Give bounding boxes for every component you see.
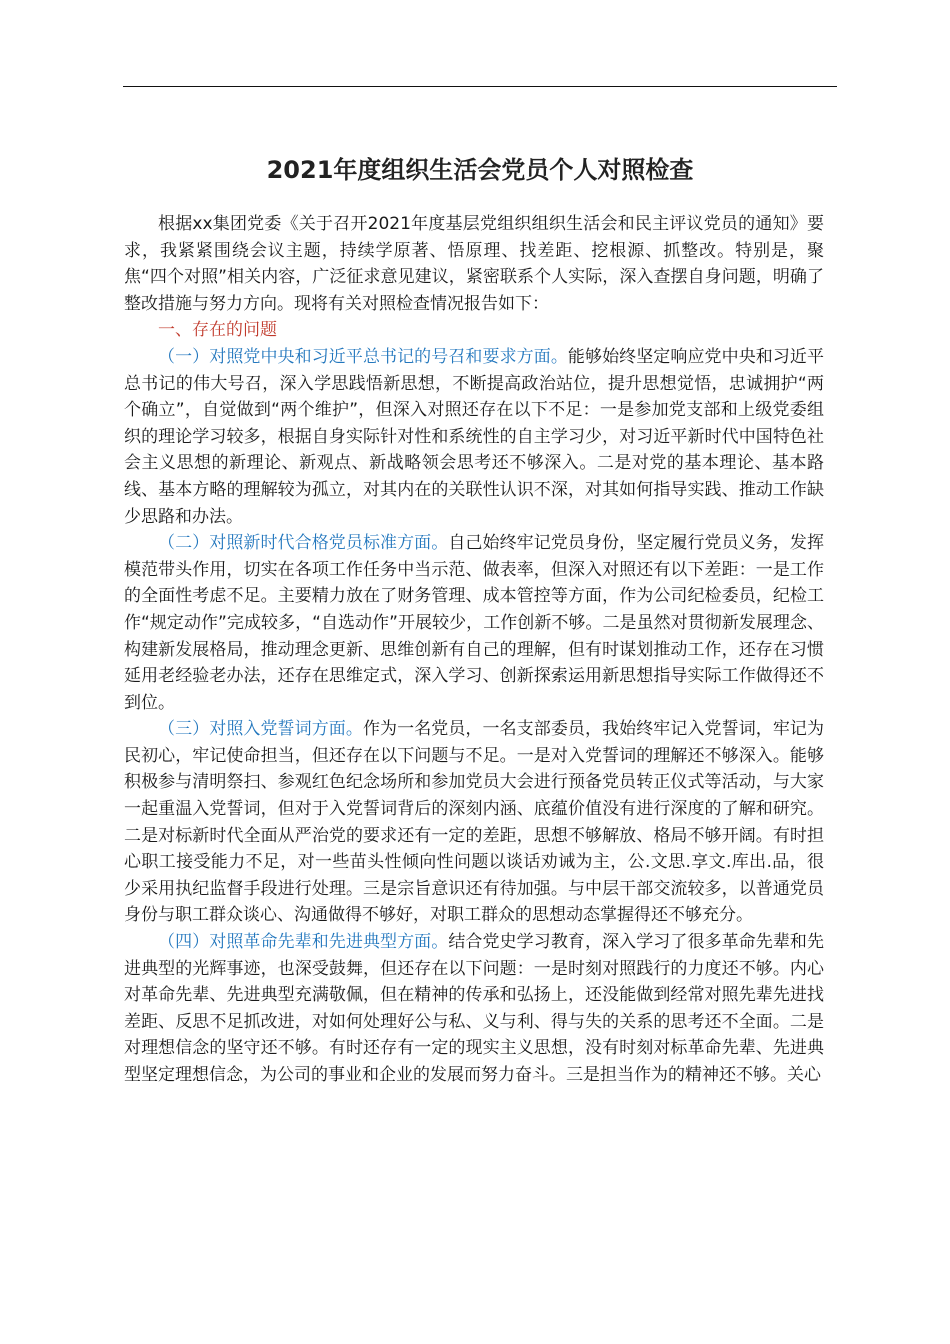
item-heading: （二）对照新时代合格党员标准方面。 <box>158 533 449 554</box>
section-heading-text: 一、存在的问题 <box>158 320 277 341</box>
item-text: 能够始终坚定响应党中央和习近平总书记的伟大号召，深入学思践悟新思想，不断提高政治站位，提升思想觉悟，忠诚拥护“两个确立”，自觉做到“两个维护”，但深入对照还存在以下不足：一是参加党支部和上级党委组织的理论学习较多，根据自身实际针对性和系统性的自主学习少，对习近平新时代中国特色社会主义思想的新理论、新观点、新战略领会思考还不够深入。二是对党的基本理论、基本路线、基本方略的理解较为孤立，对其内在的关联性认识不深，对其如何指导实践、推动工作缺少思路和办法。 <box>124 346 825 527</box>
document-title: 2021年度组织生活会党员个人对照检查 <box>266 156 694 184</box>
item-heading: （四）对照革命先辈和先进典型方面。 <box>158 932 449 953</box>
item-text: 作为一名党员，一名支部委员，我始终牢记入党誓词，牢记为民初心，牢记使命担当，但还存在以下问题与不足。一是对入党誓词的理解还不够深入。能够积极参与清明祭扫、参观红色纪念场所和参加党员大会进行预备党员转正仪式等活动，与大家一起重温入党誓词，但对于入党誓词背后的深刻内涵、底蕴价值没有进行深度的了解和研究。二是对标新时代全面从严治党的要求还有一定的差距，思想不够解放、格局不够开阔。有时担心职工接受能力不足，对一些苗头性倾向性问题以谈话劝诫为主，公.文思.享文.库出.品，很少采用执纪监督手段进行处理。三是宗旨意识还有待加强。与中层干部交流较多，以普通党员身份与职工群众谈心、沟通做得不够好，对职工群众的思想动态掌握得还不够充分。 <box>124 719 825 926</box>
item-text: 自己始终牢记党员身份，坚定履行党员义务，发挥模范带头作用，切实在各项工作任务中当示范、做表率，但深入对照还有以下差距：一是工作的全面性考虑不足。主要精力放在了财务管理、成本管控等方面，作为公司纪检委员，纪检工作“规定动作”完成较多，“自选动作”开展较少，工作创新不够。二是虽然对贯彻新发展理念、构建新发展格局，推动理念更新、思维创新有自己的理解，但有时谋划推动工作，还存在习惯延用老经验老办法，还存在思维定式，深入学习、创新探索运用新思想指导实际工作做得还不到位。 <box>124 533 825 713</box>
section-heading <box>124 317 824 344</box>
item-paragraph <box>124 530 824 716</box>
item-heading: （三）对照入党誓词方面。 <box>158 719 363 740</box>
document-body <box>124 211 824 1089</box>
header-rule <box>123 86 837 87</box>
item-paragraph <box>124 716 824 929</box>
item-paragraph <box>124 929 824 1089</box>
item-paragraph <box>124 344 824 530</box>
intro-paragraph: 根据xx集团党委《关于召开2021年度基层党组织组织生活会和民主评议党员的通知》要求，我紧紧围绕会议主题，持续学原著、悟原理、找差距、挖根源、抓整改。特别是，聚焦“四个对照”相关内容，广泛征求意见建议，紧密联系个人实际，深入查摆自身问题，明确了整改措施与努力方向。现将有关对照检查情况报告如下： <box>124 214 824 314</box>
item-text: 结合党史学习教育，深入学习了很多革命先辈和先进典型的光辉事迹，也深受鼓舞，但还存在以下问题：一是时刻对照践行的力度还不够。内心对革命先辈、先进典型充满敬佩，但在精神的传承和弘扬上，还没能做到经常对照先辈先进找差距、反思不足抓改进，对如何处理好公与私、义与利、得与失的关系的思考还不全面。二是对理想信念的坚守还不够。有时还存有一定的现实主义思想，没有时刻对标革命先辈、先进典型坚定理想信念，为公司的事业和企业的发展而努力奋斗。三是担当作为的精神还不够。关心 <box>124 932 825 1085</box>
item-heading: （一）对照党中央和习近平总书记的号召和要求方面。 <box>158 346 568 367</box>
